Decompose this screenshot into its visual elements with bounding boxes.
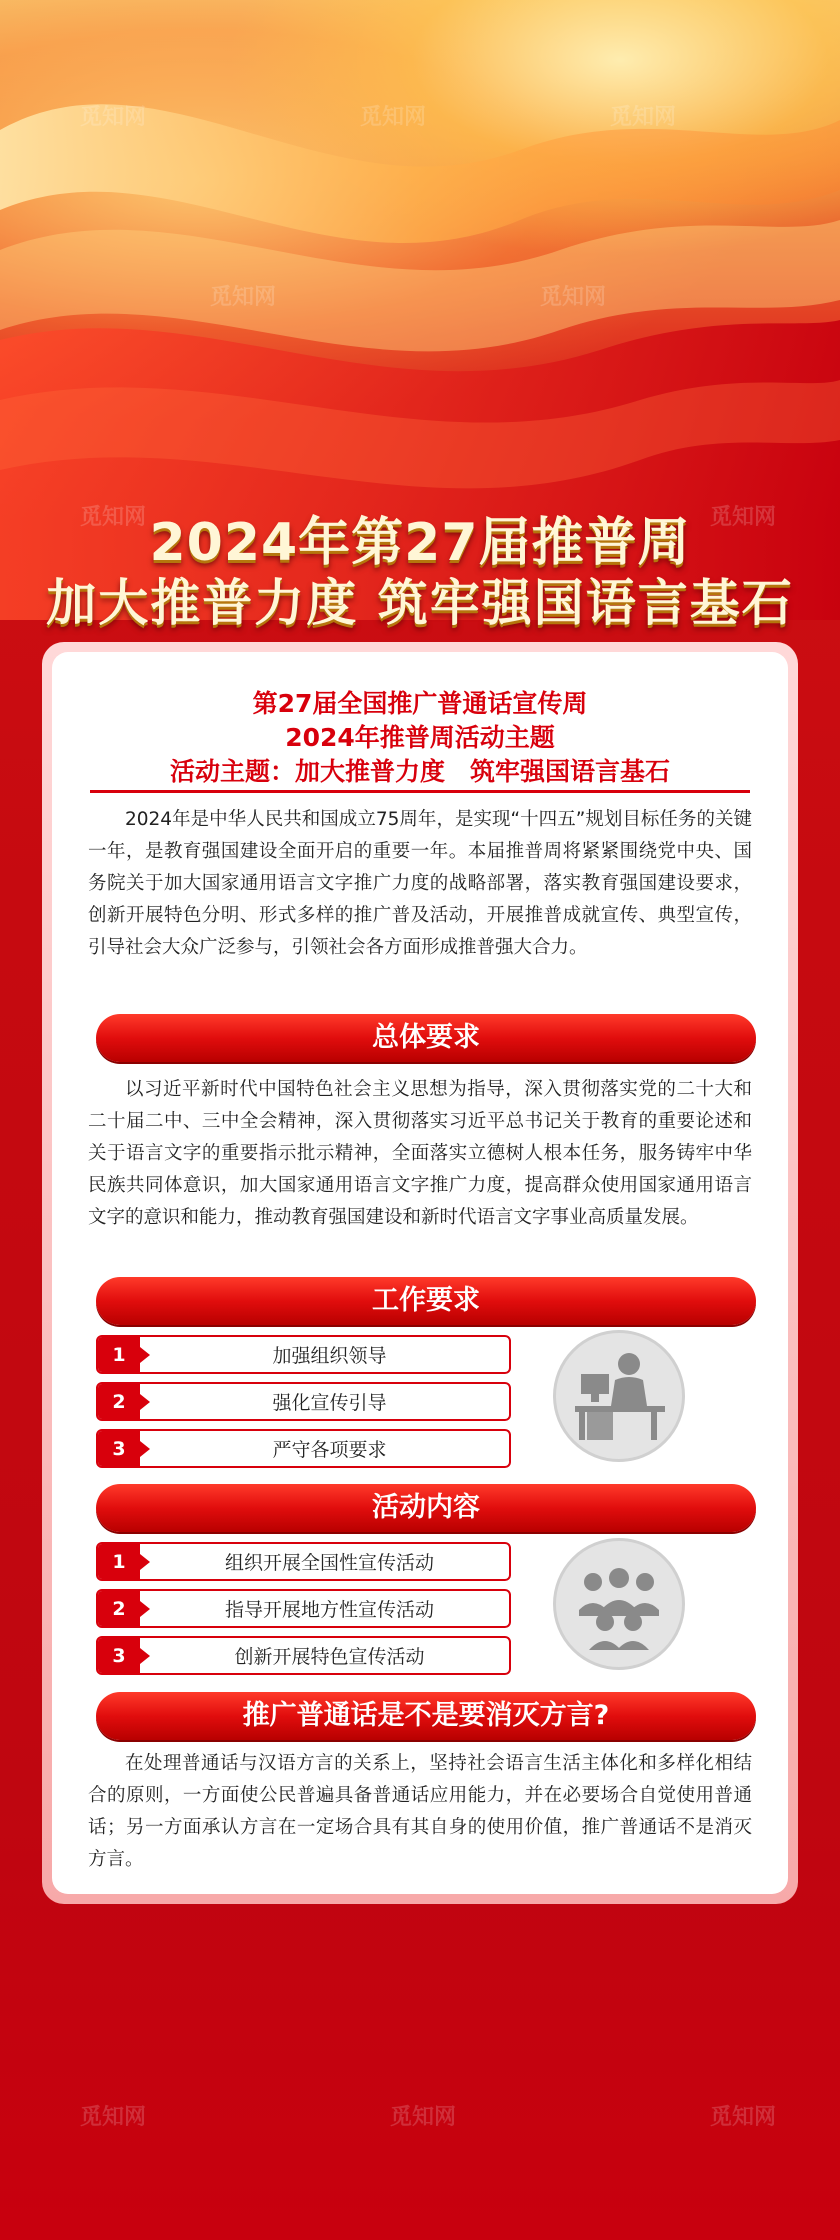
- list-number: 1: [98, 1337, 140, 1372]
- work-item: [96, 1382, 511, 1421]
- watermark: 觅知网: [710, 505, 777, 530]
- general-requirements-paragraph: 以习近平新时代中国特色社会主义思想为指导，深入贯彻落实党的二十大和二十届二中、三中全会精神，深入贯彻落实习近平总书记关于教育的重要论述和关于语言文字的重要指示批示精神，全面落实立德树人根本任务，服务铸牢中华民族共同体意识，加大国家通用语言文字推广力度，提高群众使用国家通用语言文字的意识和能力，推动教育强国建设和新时代语言文字事业高质量发展。: [88, 1079, 752, 1228]
- list-number: 3: [98, 1638, 140, 1673]
- group-people-icon: [553, 1538, 685, 1670]
- content-card-frame: [42, 642, 798, 1904]
- section-header-work: 工作要求: [96, 1277, 756, 1325]
- watermark: 觅知网: [80, 505, 147, 530]
- list-number: 1: [98, 1544, 140, 1579]
- section-header-dialect: 推广普通话是不是要消灭方言?: [96, 1692, 756, 1740]
- watermark: 觅知网: [80, 105, 147, 130]
- content-card: [52, 652, 788, 1894]
- watermark: 觅知网: [390, 2105, 457, 2130]
- headline-line-1: 2024年第27届推普周: [149, 513, 691, 573]
- intro-paragraph: 2024年是中华人民共和国成立75周年，是实现“十四五”规划目标任务的关键一年，是教育强国建设全面开启的重要一年。本届推普周将紧紧围绕党中央、国务院关于加大国家通用语言文字推广力度的战略部署，落实教育强国建设要求，创新开展特色分明、形式多样的推广普及活动，开展推普成就宣传、典型宣传，引导社会大众广泛参与，引领社会各方面形成推普强大合力。: [88, 809, 752, 958]
- activity-item: [96, 1636, 511, 1675]
- watermark: 觅知网: [210, 285, 277, 310]
- card-title-line-3: 活动主题：加大推普力度 筑牢强国语言基石: [169, 757, 670, 786]
- title-divider: [90, 790, 750, 793]
- office-worker-icon: [553, 1330, 685, 1462]
- list-number: 2: [98, 1591, 140, 1626]
- list-text: 指导开展地方性宣传活动: [224, 1599, 434, 1621]
- work-item: [96, 1335, 511, 1374]
- dialect-paragraph: 在处理普通话与汉语方言的关系上，坚持社会语言生活主体化和多样化相结合的原则，一方面使公民普遍具备普通话应用能力，并在必要场合自觉使用普通话；另一方面承认方言在一定场合具有其自身的使用价值，推广普通话不是消灭方言。: [88, 1753, 752, 1870]
- watermark: 觅知网: [540, 285, 607, 310]
- list-number: 3: [98, 1431, 140, 1466]
- watermark: 觅知网: [710, 2105, 777, 2130]
- watermark: 觅知网: [610, 105, 677, 130]
- activity-item: [96, 1542, 511, 1581]
- list-text: 严守各项要求: [272, 1439, 387, 1461]
- card-title-line-1: 第27届全国推广普通话宣传周: [252, 689, 588, 718]
- activity-item: [96, 1589, 511, 1628]
- headline-line-2: 加大推普力度 筑牢强国语言基石: [46, 574, 794, 632]
- list-text: 强化宣传引导: [272, 1392, 387, 1414]
- watermark: 觅知网: [80, 2105, 147, 2130]
- list-number: 2: [98, 1384, 140, 1419]
- section-header-general: 总体要求: [96, 1014, 756, 1062]
- list-text: 创新开展特色宣传活动: [234, 1646, 425, 1668]
- list-text: 加强组织领导: [272, 1345, 387, 1367]
- list-text: 组织开展全国性宣传活动: [224, 1552, 434, 1574]
- watermark: 觅知网: [360, 105, 427, 130]
- work-item: [96, 1429, 511, 1468]
- card-title-line-2: 2024年推普周活动主题: [285, 723, 555, 752]
- section-header-activity: 活动内容: [96, 1484, 756, 1532]
